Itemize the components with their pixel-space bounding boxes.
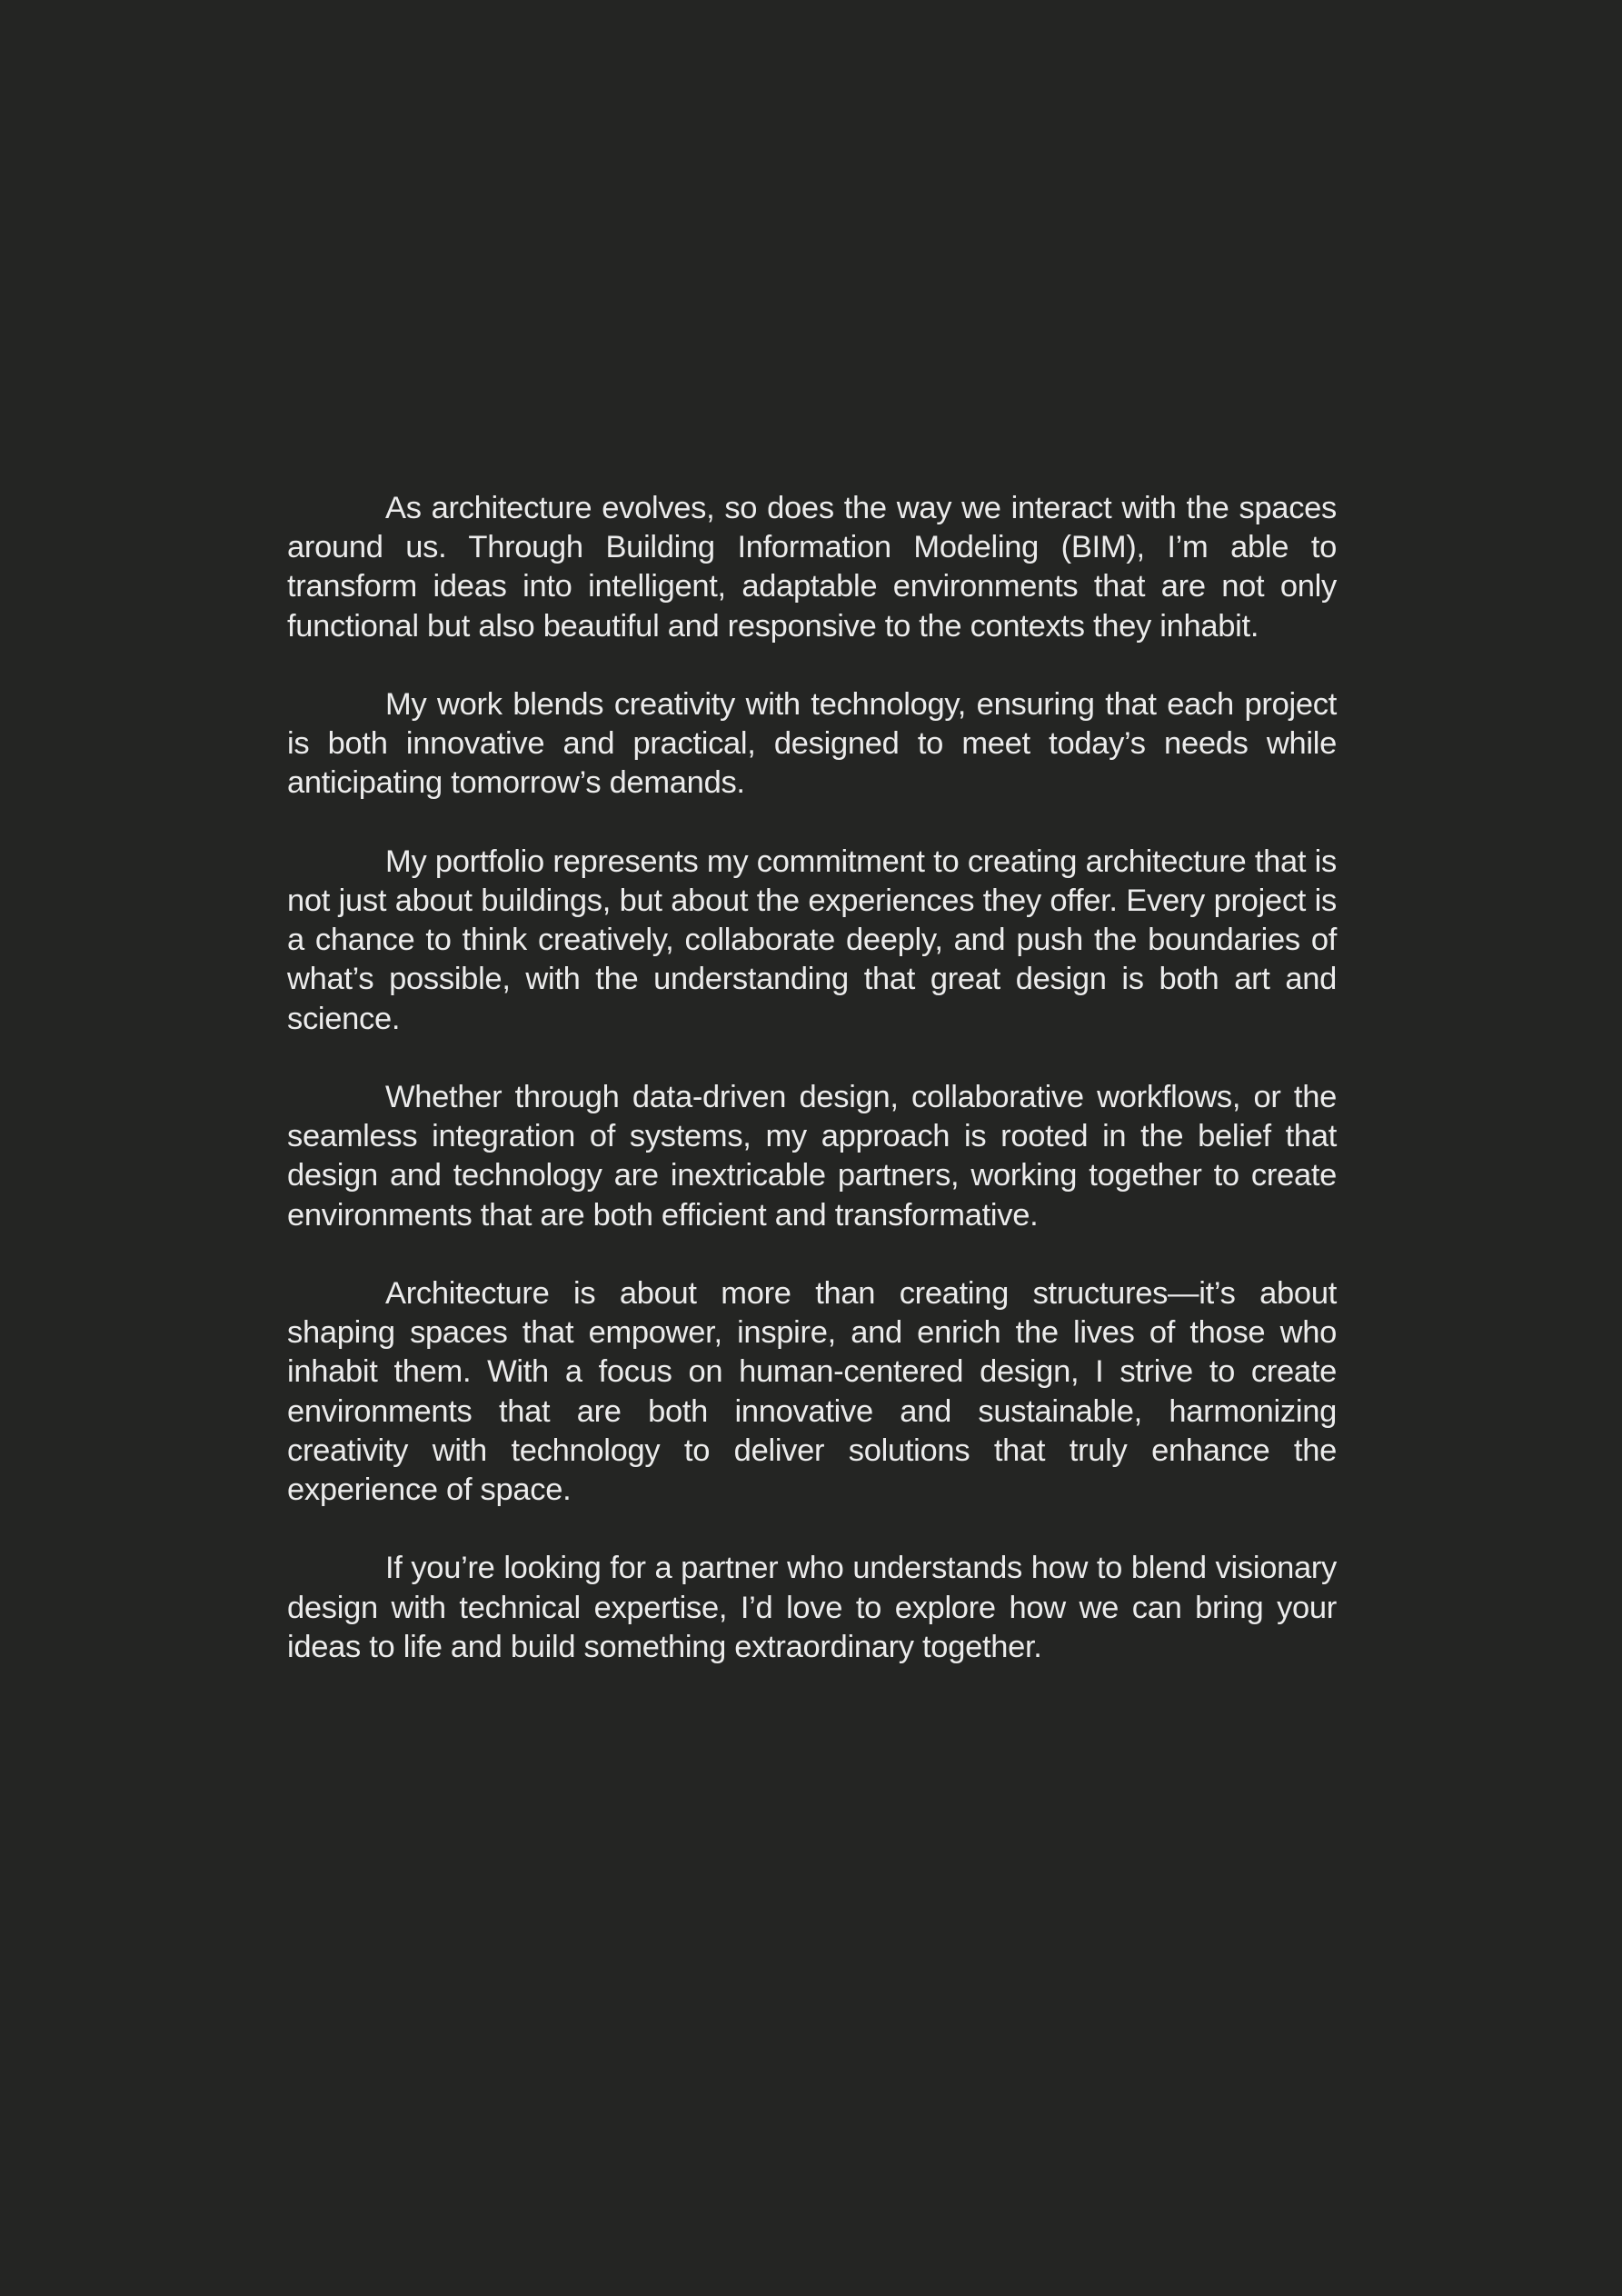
paragraph-2: My work blends creativity with technology, ensuring that each project is both innovative and practical, designed to meet today’s needs while anticipating tomorrow’s demands. bbox=[287, 687, 1337, 801]
paragraph-1: As architecture evolves, so does the way we interact with the spaces around us. Through Building Information Modeling (BIM), I’m able to transform ideas into intelligent, adaptable environments that are not only functional but also beautiful and responsive to the contexts they inhabit. bbox=[287, 491, 1337, 644]
paragraph-6: If you’re looking for a partner who understands how to blend visionary design with technical expertise, I’d love to explore how we can bring your ideas to life and build something extraordinary together. bbox=[287, 1551, 1337, 1664]
paragraph-3: My portfolio represents my commitment to creating architecture that is not just about buildings, but about the experiences they offer. Every project is a chance to think creatively, collaborate deeply, and push the boundaries of what’s possible, with the understanding that great design is both art and science. bbox=[287, 844, 1337, 1036]
paragraph-4: Whether through data-driven design, collaborative workflows, or the seamless integration of systems, my approach is rooted in the belief that design and technology are inextricable partners, working together to create environments that are both efficient and transformative. bbox=[287, 1080, 1337, 1233]
body-text bbox=[287, 489, 1337, 1667]
paragraph-5: Architecture is about more than creating structures—it’s about shaping spaces that empower, inspire, and enrich the lives of those who inhabit them. With a focus on human-centered design, I strive to create environments that are both innovative and sustainable, harmonizing creativity with technology to deliver solutions that truly enhance the experience of space. bbox=[287, 1276, 1337, 1508]
